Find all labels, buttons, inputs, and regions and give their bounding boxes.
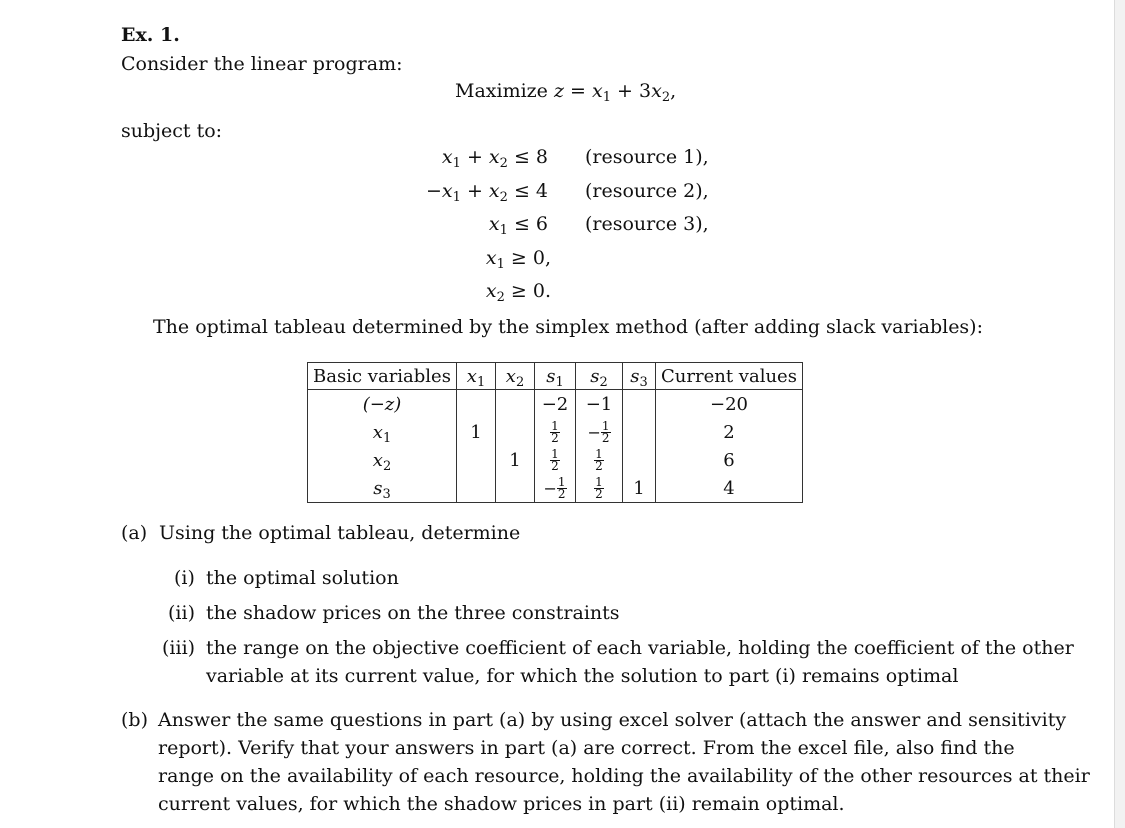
row-basic: $s_3$ — [308, 474, 457, 503]
constraint-1-expr: $x_1 + x_2 \le 8$ — [441, 146, 548, 171]
constraint-2-expr: $-x_1 + x_2 \le 4$ — [425, 180, 548, 205]
header-s2: $s_2$ — [576, 363, 623, 390]
cell-x1 — [457, 474, 496, 503]
part-b-label: (b) — [121, 709, 148, 731]
part-b-line3: range on the availability of each resource, holding the availability of the other resources at their — [158, 765, 1090, 787]
constraint-3-expr: $x_1 \le 6$ — [488, 213, 548, 238]
tableau-caption: The optimal tableau determined by the simplex method (after adding slack variables): — [153, 316, 983, 338]
cell-x1 — [457, 390, 496, 419]
cell-value: 6 — [656, 446, 803, 474]
cell-x2 — [496, 474, 535, 503]
objective-x1-sub: 1 — [602, 90, 611, 105]
cell-value: 2 — [656, 418, 803, 446]
part-a-iii-line1: the range on the objective coefficient of each variable, holding the coefficient of the other — [206, 637, 1074, 659]
cell-s3 — [623, 418, 656, 446]
cell-x1 — [457, 446, 496, 474]
cell-x2 — [496, 418, 535, 446]
constraint-4-expr: $x_1 \ge 0$, — [485, 247, 551, 272]
objective-z: z — [553, 80, 564, 102]
cell-s1: $\frac{1}{2}$ — [535, 446, 576, 474]
constraint-2-lhs — [0, 180, 548, 205]
tableau-header-row — [308, 363, 803, 390]
cell-s1: $\frac{1}{2}$ — [535, 418, 576, 446]
header-s3: $s_3$ — [623, 363, 656, 390]
cell-s2: − $\frac{1}{2}$ — [576, 418, 623, 446]
cell-s1: − $\frac{1}{2}$ — [535, 474, 576, 503]
intro-text: Consider the linear program: — [121, 53, 403, 75]
part-a-ii-text: the shadow prices on the three constraints — [206, 602, 620, 624]
row-basic: (−z) — [308, 390, 457, 419]
subject-to-label: subject to: — [121, 120, 223, 142]
constraint-5-expr: $x_2 \ge 0$. — [485, 280, 551, 305]
cell-x2: 1 — [496, 446, 535, 474]
header-x2: $x_2$ — [496, 363, 535, 390]
header-basic: Basic variables — [308, 363, 457, 390]
part-b-line4: current values, for which the shadow prices in part (ii) remain optimal. — [158, 793, 845, 815]
objective-coef: 3 — [639, 80, 652, 102]
cell-x1: 1 — [457, 418, 496, 446]
part-a-i-text: the optimal solution — [206, 567, 399, 589]
row-basic: $x_1$ — [308, 418, 457, 446]
part-b-line2: report). Verify that your answers in part (a) are correct. From the excel file, also find the — [158, 737, 1015, 759]
table-row — [308, 390, 803, 419]
objective-end: , — [670, 80, 677, 102]
objective-label: Maximize — [455, 80, 548, 102]
cell-s3 — [623, 446, 656, 474]
objective-x2-sub: 2 — [661, 90, 671, 105]
cell-s2: −1 — [576, 390, 623, 419]
cell-value: −20 — [656, 390, 803, 419]
objective-x2: x — [651, 80, 662, 102]
constraint-3-lhs — [0, 213, 548, 238]
constraint-1-label: (resource 1), — [585, 146, 709, 168]
constraint-1-lhs — [0, 146, 548, 171]
objective-eq: = — [570, 80, 586, 102]
cell-s3 — [623, 390, 656, 419]
constraint-5-lhs — [0, 280, 551, 305]
part-b-line1: Answer the same questions in part (a) by using excel solver (attach the answer and sensitivity — [158, 709, 1067, 731]
part-a-i-label: (i) — [174, 567, 195, 589]
optimal-tableau — [307, 362, 803, 503]
header-current-values: Current values — [656, 363, 803, 390]
constraint-2-label: (resource 2), — [585, 180, 709, 202]
cell-s1: −2 — [535, 390, 576, 419]
table-row — [308, 446, 803, 474]
constraint-4-lhs — [0, 247, 551, 272]
table-row — [308, 418, 803, 446]
part-a-iii-label: (iii) — [162, 637, 196, 659]
header-s1: $s_1$ — [535, 363, 576, 390]
objective-x1: x — [592, 80, 603, 102]
cell-s3: 1 — [623, 474, 656, 503]
cell-s2: $\frac{1}{2}$ — [576, 446, 623, 474]
exercise-heading: Ex. 1. — [121, 24, 180, 46]
objective-plus: + — [617, 80, 633, 102]
table-row — [308, 474, 803, 503]
header-x1: $x_1$ — [457, 363, 496, 390]
cell-x2 — [496, 390, 535, 419]
part-a-iii-line2: variable at its current value, for which the solution to part (i) remains optimal — [206, 665, 959, 687]
part-a-text: Using the optimal tableau, determine — [159, 522, 521, 544]
constraint-3-label: (resource 3), — [585, 213, 709, 235]
cell-s2: $\frac{1}{2}$ — [576, 474, 623, 503]
objective-function — [455, 80, 677, 105]
part-a-label: (a) — [121, 522, 148, 544]
row-basic: $x_2$ — [308, 446, 457, 474]
cell-value: 4 — [656, 474, 803, 503]
part-a-ii-label: (ii) — [168, 602, 195, 624]
